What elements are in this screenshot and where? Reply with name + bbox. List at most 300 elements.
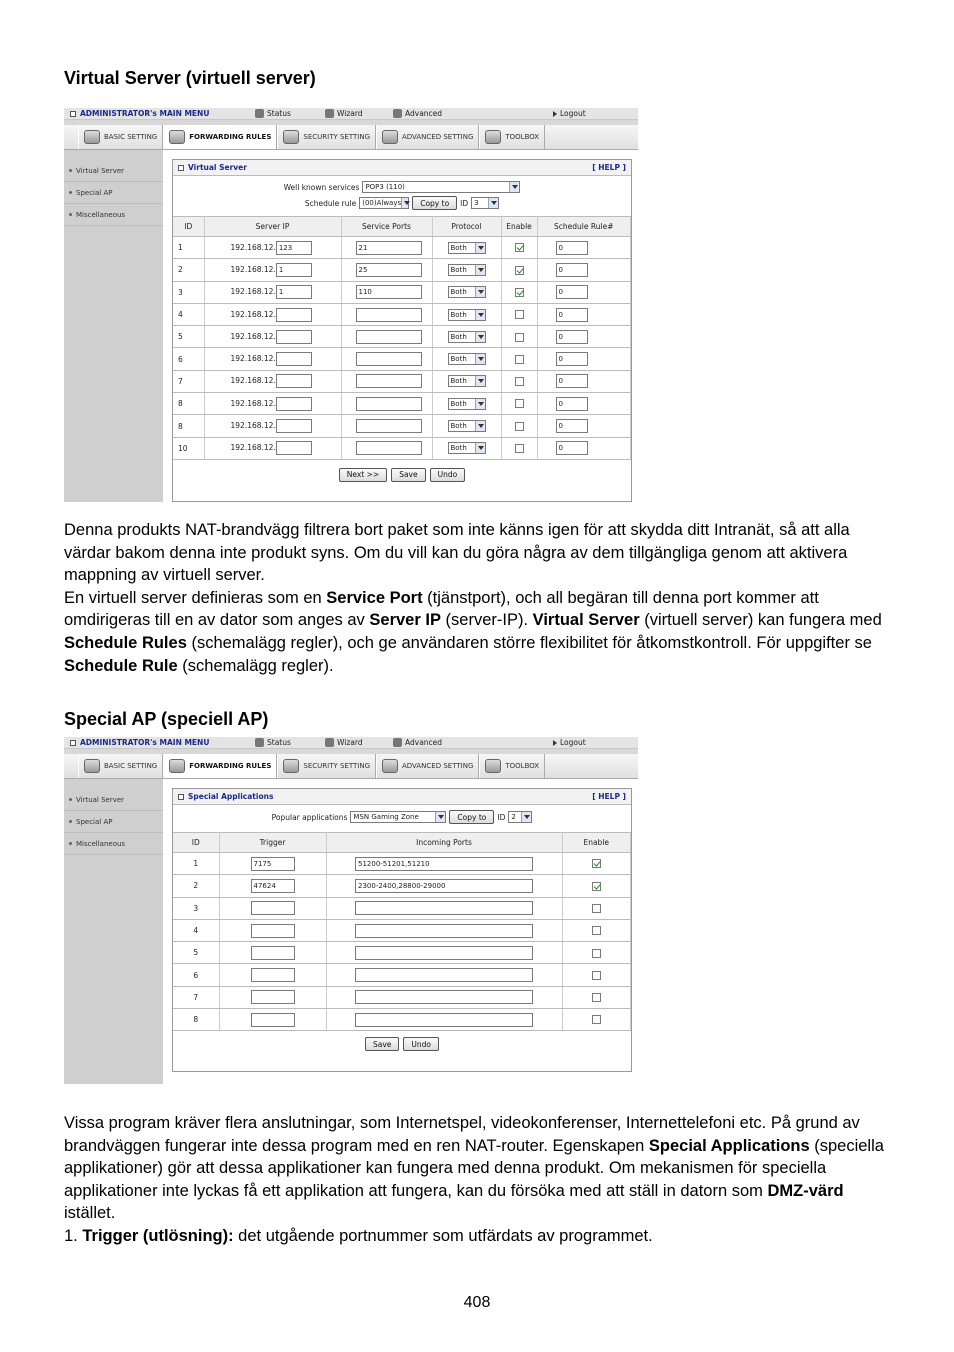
enable-cell	[562, 964, 631, 986]
paragraph: Denna produkts NAT-brandvägg filtrera bort paket som inte känns igen för att skydda ditt Intranät, så att alla värdar bakom denna inte produkt syns. Om du vill kan du göra några av dem tillgängliga genom att aktivera mappning av virtuell server.	[64, 521, 850, 585]
server-ip-input[interactable]	[276, 330, 312, 344]
table-row	[173, 875, 631, 897]
forwarding-rules-icon	[169, 759, 185, 773]
wizard-icon	[325, 738, 334, 747]
virtual-server-table	[173, 216, 631, 460]
enable-cell	[562, 853, 631, 875]
tab-security-setting[interactable]	[277, 125, 376, 149]
enable-cell	[562, 986, 631, 1008]
incoming-ports-cell	[326, 1009, 562, 1031]
protocol-cell	[432, 348, 501, 370]
chevron-down-icon	[475, 421, 485, 431]
save-button[interactable]: Save	[365, 1037, 399, 1051]
row-id: 7	[173, 986, 219, 1008]
sidebar-item-special-ap[interactable]	[64, 811, 163, 833]
table-row	[173, 303, 631, 325]
undo-button[interactable]: Undo	[403, 1037, 439, 1051]
protocol-cell	[432, 303, 501, 325]
chevron-down-icon	[475, 354, 485, 364]
ip-prefix: 192.168.12.	[230, 354, 276, 364]
text-run: 1.	[64, 1226, 83, 1245]
enable-checkbox[interactable]	[515, 333, 524, 342]
ip-prefix: 192.168.12.	[230, 421, 276, 431]
admin-menu[interactable]	[70, 738, 255, 747]
schedule-rule-input[interactable]: 0	[556, 441, 588, 455]
id-label: ID	[497, 812, 506, 822]
schedule-rule-input[interactable]: 0	[556, 352, 588, 366]
select-value: 3	[474, 199, 479, 207]
table-row	[173, 942, 631, 964]
protocol-select[interactable]	[448, 242, 486, 254]
enable-checkbox[interactable]	[592, 926, 601, 935]
column-header: ID	[173, 217, 204, 237]
select-value: Both	[450, 243, 467, 252]
ip-prefix: 192.168.12.	[230, 287, 276, 297]
server-ip-input[interactable]	[276, 374, 312, 388]
row-id: 2	[173, 875, 219, 897]
schedule-rule-input[interactable]: 0	[556, 263, 588, 277]
service-port-input[interactable]	[356, 419, 422, 433]
admin-menu[interactable]	[70, 109, 255, 118]
sidebar-item-label: Special AP	[76, 817, 113, 826]
enable-checkbox[interactable]	[515, 444, 524, 453]
table-row	[173, 326, 631, 348]
incoming-ports-input[interactable]	[355, 924, 533, 938]
chevron-down-icon	[475, 332, 485, 342]
sidebar-item-virtual-server[interactable]	[64, 160, 163, 182]
trigger-cell	[219, 1009, 326, 1031]
server-ip-cell	[204, 281, 341, 303]
enable-cell	[501, 393, 537, 415]
well-known-services-select[interactable]	[362, 181, 520, 193]
tab-toolbox[interactable]	[479, 754, 545, 778]
column-header: Service Ports	[341, 217, 432, 237]
incoming-ports-input[interactable]: 51200-51201,51210	[355, 857, 533, 871]
schedule-rule-input[interactable]: 0	[556, 330, 588, 344]
trigger-cell	[219, 986, 326, 1008]
protocol-select[interactable]	[448, 398, 486, 410]
sidebar-item-label: Special AP	[76, 188, 113, 197]
server-ip-input[interactable]	[276, 308, 312, 322]
bold-term: Server IP	[369, 611, 441, 630]
sidebar-item-miscellaneous[interactable]	[64, 204, 163, 226]
tab-label: TOOLBOX	[505, 762, 540, 770]
schedule-rule-input[interactable]: 0	[556, 419, 588, 433]
security-setting-icon	[283, 759, 299, 773]
table-row	[173, 415, 631, 437]
text-run: (server-IP).	[440, 611, 533, 630]
enable-checkbox[interactable]	[592, 859, 601, 868]
service-ports-cell	[341, 281, 432, 303]
schedule-rule-select[interactable]	[359, 197, 409, 209]
select-value: Both	[450, 288, 467, 297]
wizard-icon	[325, 109, 334, 118]
top-menu-bar	[64, 737, 638, 749]
row-id: 3	[173, 897, 219, 919]
schedule-rule-input[interactable]: 0	[556, 285, 588, 299]
trigger-input[interactable]	[251, 990, 295, 1004]
ip-prefix: 192.168.12.	[230, 331, 276, 341]
sidebar-item-label: Virtual Server	[76, 795, 125, 804]
text-run: (virtuell server) kan fungera med	[639, 611, 882, 630]
incoming-ports-input[interactable]: 2300-2400,28800-29000	[355, 879, 533, 893]
undo-button[interactable]: Undo	[430, 468, 466, 482]
text-run: En virtuell server definieras som en	[64, 588, 327, 607]
service-ports-cell	[341, 303, 432, 325]
protocol-select[interactable]	[448, 375, 486, 387]
service-port-input[interactable]	[356, 330, 422, 344]
table-row	[173, 964, 631, 986]
trigger-cell	[219, 853, 326, 875]
server-ip-cell	[204, 393, 341, 415]
select-value: Both	[450, 377, 467, 386]
tab-advanced-setting[interactable]	[376, 754, 479, 778]
basic-setting-icon	[84, 759, 100, 773]
protocol-select[interactable]	[448, 286, 486, 298]
schedule-rule-input[interactable]: 0	[556, 397, 588, 411]
text-run: Vissa program kräver flera anslutningar, som Internetspel, videokonferenser, Internettelefoni etc. På grund av brandväggen fungerar inte dessa program med en ren NAT-router. Egenskapen	[64, 1114, 860, 1155]
protocol-select[interactable]	[448, 353, 486, 365]
service-port-input[interactable]	[356, 397, 422, 411]
trigger-cell	[219, 875, 326, 897]
id-select[interactable]	[508, 811, 532, 823]
square-icon	[178, 794, 184, 800]
incoming-ports-input[interactable]	[355, 946, 533, 960]
bold-term: Virtual Server	[532, 611, 640, 630]
virtual-server-screenshot	[64, 108, 638, 502]
enable-cell	[501, 259, 537, 281]
advanced-setting-icon	[382, 130, 398, 144]
select-value: Both	[450, 355, 467, 364]
sidebar-item-label: Miscellaneous	[76, 210, 126, 219]
bold-term: Service Port	[326, 588, 423, 607]
status-label: Status	[267, 738, 291, 747]
service-ports-cell	[341, 237, 432, 259]
popular-applications-select[interactable]	[350, 811, 446, 823]
logout-link[interactable]	[553, 738, 586, 747]
special-applications-panel	[172, 788, 632, 1072]
tab-label: SECURITY SETTING	[303, 762, 370, 770]
column-header: Enable	[562, 833, 631, 853]
enable-cell	[501, 348, 537, 370]
ip-prefix: 192.168.12.	[230, 264, 276, 274]
bold-term: Special Applications	[648, 1136, 810, 1155]
table-row	[173, 1009, 631, 1031]
text-run: (tjänstport), och all begäran till denna port kommer att omdirigeras till en av dator som anges av	[64, 588, 819, 630]
advanced-label: Advanced	[405, 738, 443, 747]
select-value: Both	[450, 444, 467, 453]
tab-advanced-setting[interactable]	[376, 125, 479, 149]
trigger-input[interactable]: 7175	[251, 857, 295, 871]
chevron-down-icon	[475, 443, 485, 453]
enable-checkbox[interactable]	[515, 399, 524, 408]
schedule-rule-input[interactable]: 0	[556, 308, 588, 322]
paragraph	[64, 1225, 894, 1248]
status-link[interactable]	[255, 738, 325, 747]
trigger-cell	[219, 919, 326, 941]
enable-checkbox[interactable]	[592, 971, 601, 980]
select-value: Both	[450, 265, 467, 274]
help-link[interactable]: [ HELP ]	[592, 792, 626, 801]
server-ip-input[interactable]: 123	[276, 241, 312, 255]
trigger-cell	[219, 942, 326, 964]
select-value: POP3 (110)	[365, 183, 405, 191]
chevron-down-icon	[488, 198, 498, 208]
main-tabs	[64, 125, 638, 150]
enable-cell	[501, 326, 537, 348]
virtual-server-panel	[172, 159, 632, 502]
tab-label: TOOLBOX	[505, 133, 540, 141]
schedule-rule-cell	[537, 237, 631, 259]
enable-checkbox[interactable]	[515, 310, 524, 319]
service-ports-cell	[341, 348, 432, 370]
tab-forwarding-rules[interactable]	[163, 754, 277, 778]
enable-checkbox[interactable]	[515, 288, 524, 297]
service-port-input[interactable]	[356, 441, 422, 455]
enable-checkbox[interactable]	[592, 949, 601, 958]
enable-checkbox[interactable]	[592, 993, 601, 1002]
well-known-services-label: Well known services	[283, 182, 360, 192]
logout-label: Logout	[560, 109, 586, 118]
tab-label: ADVANCED SETTING	[402, 133, 474, 141]
save-button[interactable]: Save	[391, 468, 425, 482]
protocol-select[interactable]	[448, 420, 486, 432]
table-row	[173, 437, 631, 459]
select-value: MSN Gaming Zone	[353, 813, 419, 821]
top-menu-bar	[64, 108, 638, 120]
ip-prefix: 192.168.12.	[230, 443, 276, 453]
panel-title-bar	[173, 160, 631, 176]
tab-label: FORWARDING RULES	[189, 762, 272, 770]
row-id: 6	[173, 964, 219, 986]
enable-cell	[501, 415, 537, 437]
server-ip-input[interactable]	[276, 352, 312, 366]
trigger-input[interactable]	[251, 901, 295, 915]
server-ip-input[interactable]	[276, 397, 312, 411]
row-id: 6	[173, 348, 204, 370]
panel-title: Special Applications	[188, 792, 274, 801]
sidebar	[64, 150, 163, 502]
text-run: (speciella applikationer) gör att dessa applikationer kan fungera med denna produkt. Om mekanismen för speciella applikationer inte lyckas få ett applikation att fungera, kan du försöka med att ställ in datorn som	[64, 1136, 884, 1200]
protocol-cell	[432, 281, 501, 303]
text-run: istället.	[64, 1204, 116, 1223]
table-row	[173, 348, 631, 370]
protocol-select[interactable]	[448, 309, 486, 321]
copy-to-button[interactable]: Copy to	[449, 810, 494, 824]
advanced-link[interactable]	[393, 109, 553, 118]
schedule-rule-cell	[537, 415, 631, 437]
enable-checkbox[interactable]	[592, 1015, 601, 1024]
incoming-ports-cell	[326, 897, 562, 919]
select-value: Both	[450, 310, 467, 319]
bold-term: DMZ-värd	[767, 1181, 844, 1200]
service-port-input[interactable]: 110	[356, 285, 422, 299]
bullet-icon	[69, 213, 72, 216]
enable-checkbox[interactable]	[515, 377, 524, 386]
paragraph	[64, 1112, 894, 1225]
advanced-icon	[393, 109, 402, 118]
wizard-label: Wizard	[337, 109, 363, 118]
tab-security-setting[interactable]	[277, 754, 376, 778]
server-ip-cell	[204, 237, 341, 259]
select-value: 2	[511, 813, 516, 821]
ip-prefix: 192.168.12.	[230, 376, 276, 386]
protocol-cell	[432, 370, 501, 392]
trigger-input[interactable]: 47624	[251, 879, 295, 893]
row-id: 8	[173, 1009, 219, 1031]
chevron-down-icon	[509, 182, 519, 192]
server-ip-input[interactable]: 1	[276, 263, 312, 277]
bullet-icon	[69, 191, 72, 194]
advanced-link[interactable]	[393, 738, 553, 747]
bullet-icon	[69, 169, 72, 172]
text-run: (schemalägg regler).	[177, 656, 334, 675]
next-button[interactable]: Next >>	[339, 468, 387, 482]
schedule-rule-input[interactable]: 0	[556, 374, 588, 388]
logout-link[interactable]	[553, 109, 586, 118]
id-select[interactable]	[471, 197, 499, 209]
table-row	[173, 919, 631, 941]
advanced-setting-icon	[382, 759, 398, 773]
incoming-ports-input[interactable]	[355, 1013, 533, 1027]
table-row	[173, 393, 631, 415]
service-port-input[interactable]	[356, 352, 422, 366]
column-header: ID	[173, 833, 219, 853]
select-value: Both	[450, 399, 467, 408]
protocol-cell	[432, 393, 501, 415]
security-setting-icon	[283, 130, 299, 144]
special-ap-screenshot	[64, 737, 638, 1084]
ip-prefix: 192.168.12.	[230, 398, 276, 408]
square-icon	[178, 165, 184, 171]
tab-forwarding-rules[interactable]	[163, 125, 277, 149]
logout-label: Logout	[560, 738, 586, 747]
service-port-input[interactable]	[356, 308, 422, 322]
trigger-cell	[219, 964, 326, 986]
protocol-cell	[432, 437, 501, 459]
incoming-ports-cell	[326, 942, 562, 964]
text-run: (schemalägg regler), och ge användaren större flexibilitet för åtkomstkontroll. För uppgifter se	[186, 633, 872, 652]
tab-label: FORWARDING RULES	[189, 133, 272, 141]
enable-cell	[562, 875, 631, 897]
status-link[interactable]	[255, 109, 325, 118]
enable-cell	[501, 303, 537, 325]
chevron-down-icon	[475, 399, 485, 409]
toolbox-icon	[485, 759, 501, 773]
tab-toolbox[interactable]	[479, 125, 545, 149]
protocol-cell	[432, 415, 501, 437]
schedule-rule-label: Schedule rule	[304, 198, 357, 208]
chevron-down-icon	[475, 265, 485, 275]
square-icon	[70, 111, 76, 117]
server-ip-input[interactable]	[276, 419, 312, 433]
protocol-select[interactable]	[448, 331, 486, 343]
protocol-select[interactable]	[448, 442, 486, 454]
enable-cell	[501, 237, 537, 259]
service-port-input[interactable]: 21	[356, 241, 422, 255]
sidebar-item-special-ap[interactable]	[64, 182, 163, 204]
incoming-ports-input[interactable]	[355, 901, 533, 915]
sidebar-item-miscellaneous[interactable]	[64, 833, 163, 855]
arrow-right-icon	[553, 740, 557, 746]
row-id: 5	[173, 942, 219, 964]
row-id: 1	[173, 853, 219, 875]
copy-to-button[interactable]: Copy to	[412, 196, 457, 210]
admin-menu-label: ADMINISTRATOR's MAIN MENU	[80, 109, 210, 118]
enable-checkbox[interactable]	[515, 243, 524, 252]
service-ports-cell	[341, 437, 432, 459]
row-id: 10	[173, 437, 204, 459]
special-ap-description	[64, 1112, 894, 1248]
tab-basic-setting[interactable]	[78, 125, 163, 149]
enable-cell	[501, 437, 537, 459]
bold-term: Schedule Rules	[64, 633, 187, 652]
id-label: ID	[460, 198, 469, 208]
enable-cell	[562, 919, 631, 941]
arrow-right-icon	[553, 111, 557, 117]
select-value: (00)Always	[362, 199, 402, 207]
wizard-link[interactable]	[325, 109, 393, 118]
enable-checkbox[interactable]	[592, 904, 601, 913]
incoming-ports-cell	[326, 986, 562, 1008]
server-ip-input[interactable]	[276, 441, 312, 455]
help-link[interactable]: [ HELP ]	[592, 163, 626, 172]
enable-checkbox[interactable]	[515, 355, 524, 364]
server-ip-input[interactable]: 1	[276, 285, 312, 299]
protocol-cell	[432, 326, 501, 348]
incoming-ports-input[interactable]	[355, 968, 533, 982]
sidebar-item-virtual-server[interactable]	[64, 789, 163, 811]
enable-cell	[501, 281, 537, 303]
service-ports-cell	[341, 326, 432, 348]
server-ip-cell	[204, 326, 341, 348]
trigger-input[interactable]	[251, 924, 295, 938]
enable-checkbox[interactable]	[592, 882, 601, 891]
virtual-server-description	[64, 519, 894, 677]
panel-title-bar	[173, 789, 631, 805]
trigger-input[interactable]	[251, 968, 295, 982]
schedule-rule-input[interactable]: 0	[556, 241, 588, 255]
service-port-input[interactable]	[356, 374, 422, 388]
server-ip-cell	[204, 415, 341, 437]
section-heading-virtual-server: Virtual Server (virtuell server)	[64, 68, 316, 88]
enable-cell	[562, 897, 631, 919]
column-header: Trigger	[219, 833, 326, 853]
row-id: 7	[173, 370, 204, 392]
sidebar	[64, 779, 163, 1084]
schedule-rule-cell	[537, 437, 631, 459]
popular-applications-label: Popular applications	[271, 812, 348, 822]
row-id: 3	[173, 281, 204, 303]
enable-cell	[562, 1009, 631, 1031]
trigger-input[interactable]	[251, 946, 295, 960]
enable-checkbox[interactable]	[515, 266, 524, 275]
schedule-rule-cell	[537, 326, 631, 348]
protocol-select[interactable]	[448, 264, 486, 276]
ip-prefix: 192.168.12.	[230, 309, 276, 319]
select-value: Both	[450, 332, 467, 341]
trigger-input[interactable]	[251, 1013, 295, 1027]
tab-basic-setting[interactable]	[78, 754, 163, 778]
tab-label: BASIC SETTING	[104, 133, 158, 141]
panel-title: Virtual Server	[188, 163, 247, 172]
row-id: 5	[173, 326, 204, 348]
incoming-ports-input[interactable]	[355, 990, 533, 1004]
service-port-input[interactable]: 25	[356, 263, 422, 277]
wizard-link[interactable]	[325, 738, 393, 747]
enable-cell	[562, 942, 631, 964]
enable-checkbox[interactable]	[515, 422, 524, 431]
